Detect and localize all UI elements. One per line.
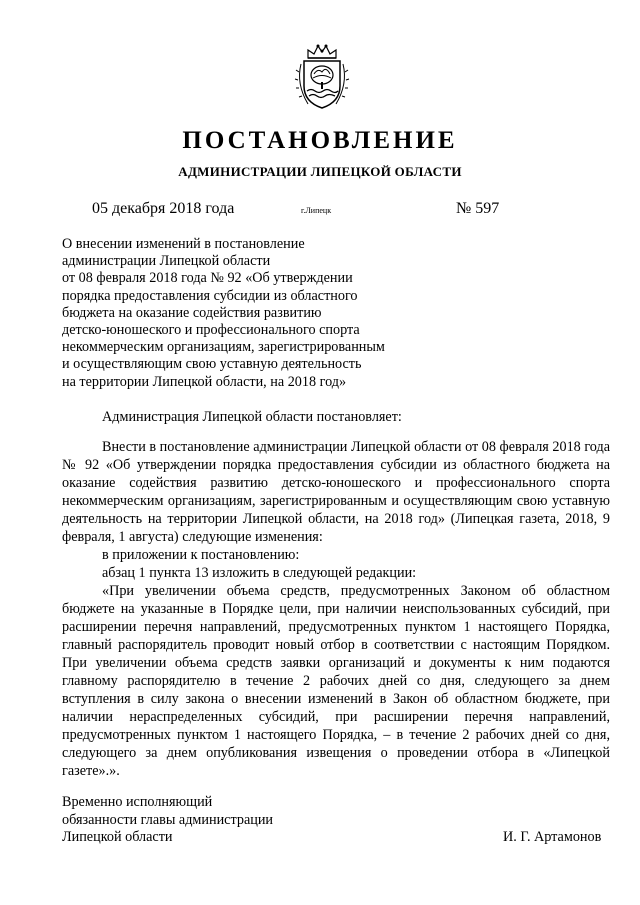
signature-line: Временно исполняющий xyxy=(62,794,213,810)
heading-line: О внесении изменений в постановление xyxy=(62,236,305,252)
signature-block xyxy=(62,794,273,847)
document-subtitle: АДМИНИСТРАЦИИ ЛИПЕЦКОЙ ОБЛАСТИ xyxy=(178,164,462,179)
signer-name: И. Г. Артамонов xyxy=(503,829,602,845)
heading-line: администрации Липецкой области xyxy=(62,253,271,270)
body-paragraph: «При увеличении объема средств, предусмотренных Законом об областном бюджете на указанные в Порядке цели, при наличии неиспользованных субсидий, при расширении перечня направлений, предусмотренных пунктом 1 настоящего Порядка, главный распорядитель проводит новый отбор в соответствии с настоящим Порядком. При увеличении объема средств заявки организаций и документы к ним подаются главному распорядителю в течение 2 рабочих дней со дня, следующего за днем вступления в силу закона о внесении изменений в Закон об областном бюджете, при наличии нераспределенных субсидий, при расширении перечня направлений, предусмотренных пунктом 1 настоящего Порядка, – в течение 2 рабочих дней со дня, следующего за днем опубликования извещения о проведении отбора в «Липецкой газете».». xyxy=(62,583,610,779)
heading-line: на территории Липецкой области, на 2018 год» xyxy=(62,373,347,390)
heading-line: от 08 февраля 2018 года № 92 «Об утверждении xyxy=(62,270,353,287)
heading-line: детско-юношеского и профессионального спорта xyxy=(62,322,360,339)
body-paragraph: в приложении к постановлению: xyxy=(102,547,300,563)
heading-line: бюджета на оказание содействия развитию xyxy=(62,304,322,321)
body-paragraph: Внести в постановление администрации Липецкой области от 08 февраля 2018 года № 92 «Об утверждении порядка предоставления субсидии из областного бюджета на оказание содействия развитию детско-юношеского и профессионального спорта некоммерческим организациям, зарегистрированным и осуществляющим свою уставную деятельность на территории Липецкой области, на 2018 год» (Липецкая газета, 2018, 9 февраля, 1 августа) следующие изменения: xyxy=(62,439,610,545)
document-city: г.Липецк xyxy=(301,206,332,215)
heading-line: порядка предоставления субсидии из областного xyxy=(62,287,358,304)
document-number: № 597 xyxy=(456,200,500,217)
body-paragraph: абзац 1 пункта 13 изложить в следующей редакции: xyxy=(102,565,417,581)
intro-statement: Администрация Липецкой области постановляет: xyxy=(102,409,402,425)
document-title: ПОСТАНОВЛЕНИЕ xyxy=(182,127,458,154)
coat-of-arms-icon xyxy=(294,42,350,112)
document-body xyxy=(62,438,610,780)
document-heading xyxy=(62,236,442,391)
signature-line: обязанности главы администрации xyxy=(62,811,274,828)
signature-line: Липецкой области xyxy=(62,829,173,845)
document-date: 05 декабря 2018 года xyxy=(92,200,235,217)
heading-line: некоммерческим организациям, зарегистрированным xyxy=(62,339,385,356)
heading-line: и осуществляющим свою уставную деятельность xyxy=(62,356,362,373)
